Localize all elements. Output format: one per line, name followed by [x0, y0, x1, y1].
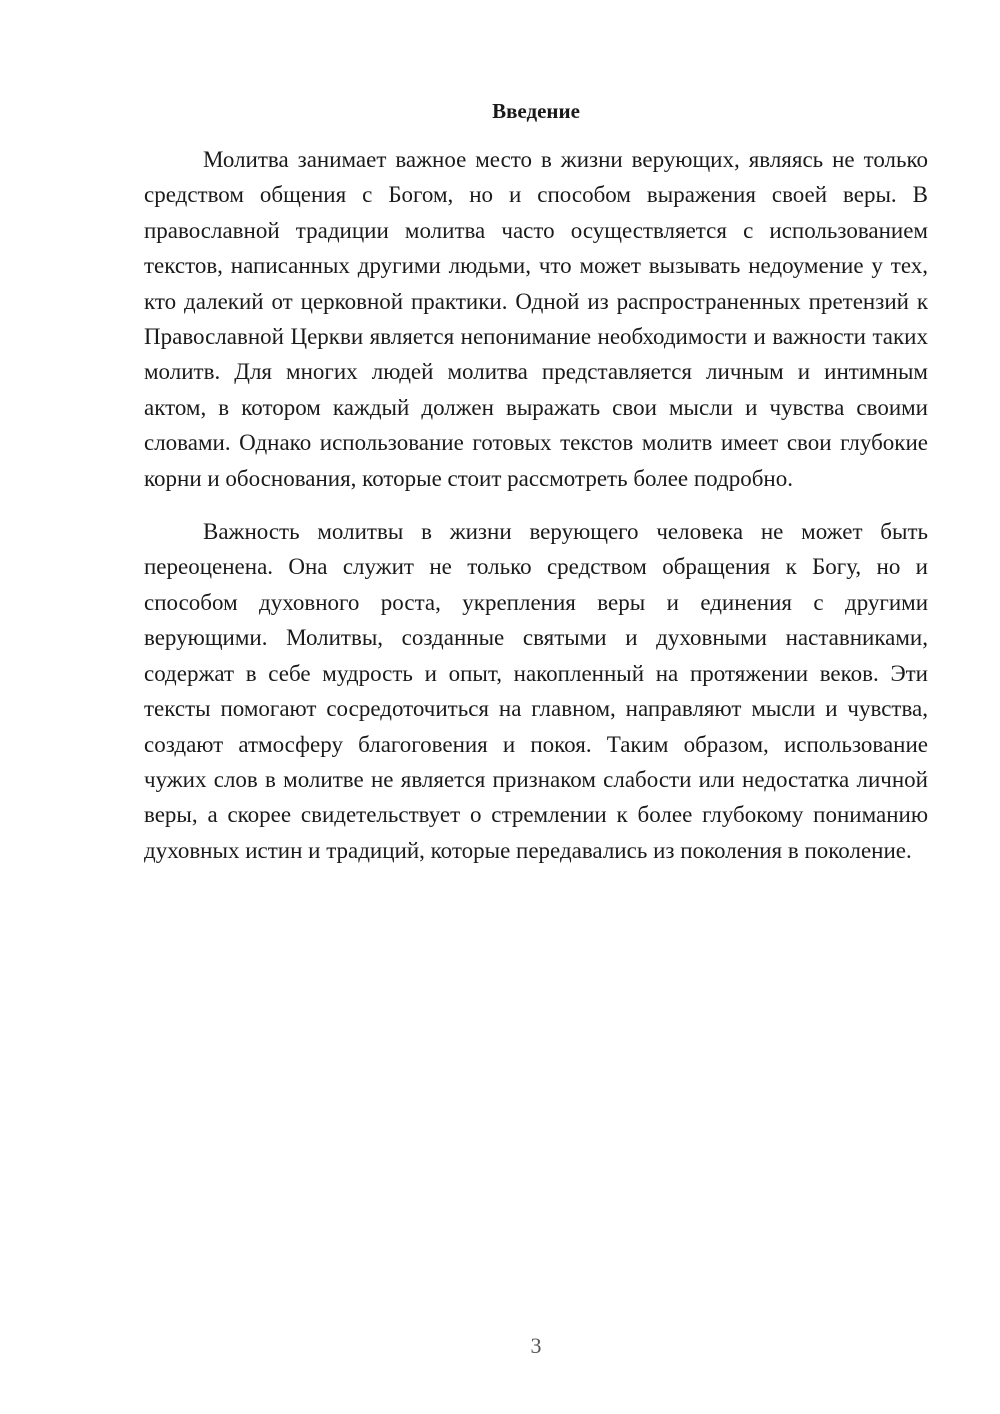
- paragraph-1: Молитва занимает важное место в жизни верующих, являясь не только средством общения с Богом, но и способом выражения своей веры. В православной традиции молитва часто осуществляется с использованием текстов, написанных другими людьми, что может вызывать недоумение у тех, кто далекий от церковной практики. Одной из распространенных претензий к Православной Церкви является непонимание необходимости и важности таких молитв. Для многих людей молитва представляется личным и интимным актом, в котором каждый должен выражать свои мысли и чувства своими словами. Однако использование готовых текстов молитв имеет свои глубокие корни и обоснования, которые стоит рассмотреть более подробно.: [144, 147, 928, 491]
- page-title: Введение: [492, 99, 580, 123]
- document-body: [144, 142, 928, 886]
- paragraph-2: Важность молитвы в жизни верующего человека не может быть переоценена. Она служит не только средством обращения к Богу, но и способом духовного роста, укрепления веры и единения с другими верующими. Молитвы, созданные святыми и духовными наставниками, содержат в себе мудрость и опыт, накопленный на протяжении веков. Эти тексты помогают сосредоточиться на главном, направляют мысли и чувства, создают атмосферу благоговения и покоя. Таким образом, использование чужих слов в молитве не является признаком слабости или недостатка личной веры, а скорее свидетельствует о стремлении к более глубокому пониманию духовных истин и традиций, которые передавались из поколения в поколение.: [144, 519, 928, 863]
- page-number: 3: [530, 1333, 542, 1358]
